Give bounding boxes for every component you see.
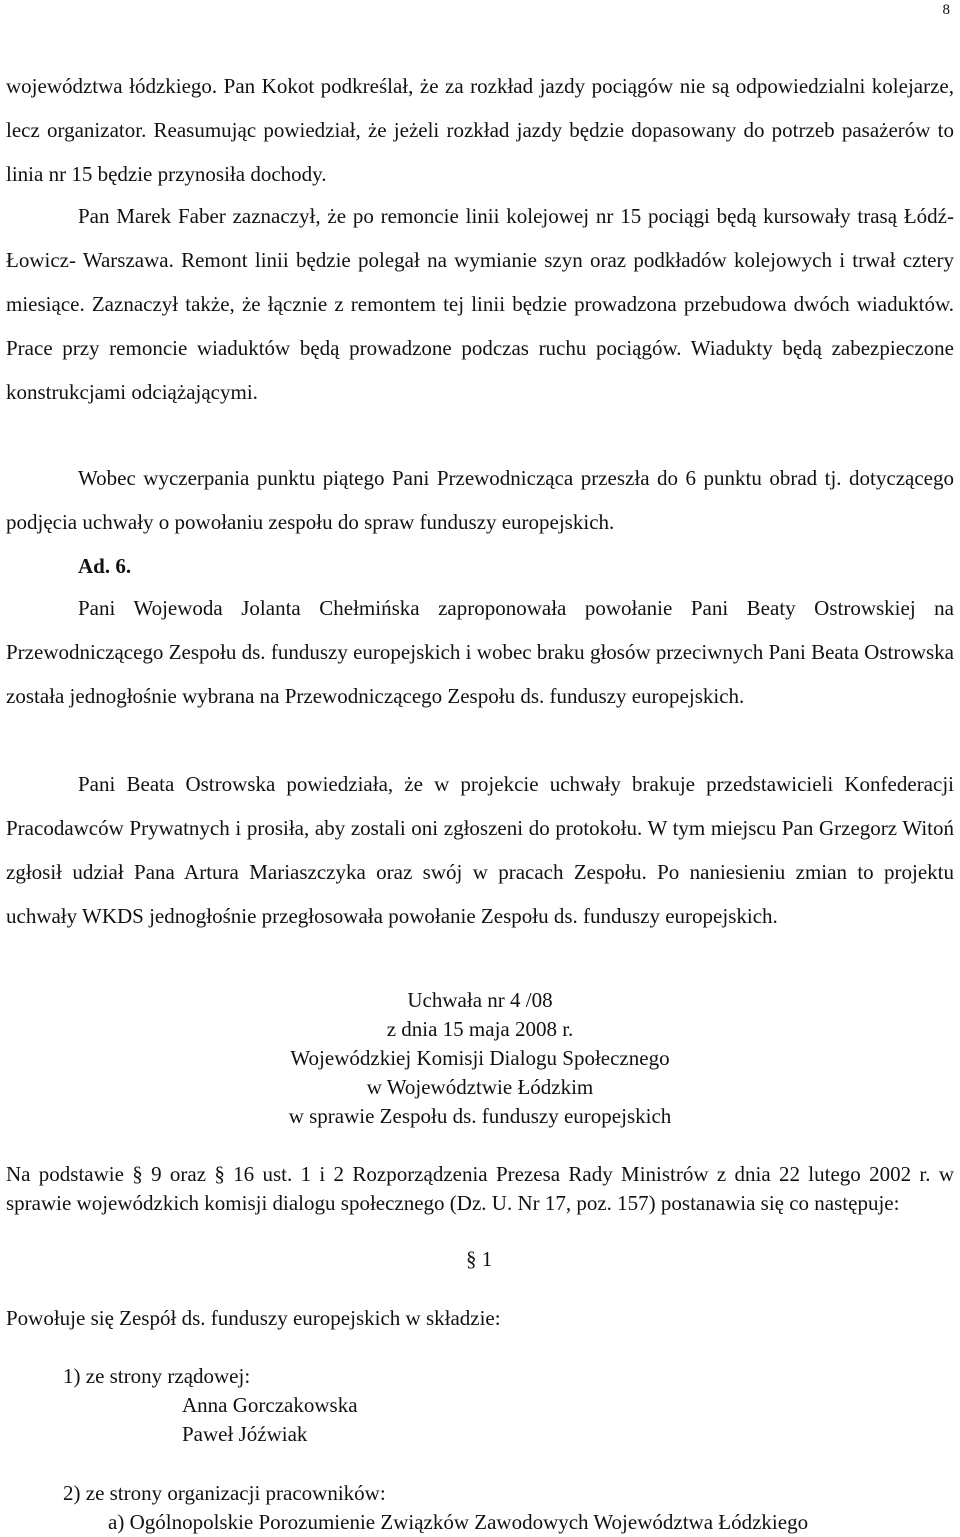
page-number: 8 xyxy=(942,2,950,18)
workers-side-label: 2) ze strony organizacji pracowników: xyxy=(63,1481,386,1505)
paragraph-chair-election xyxy=(6,586,954,718)
legal-basis: Na podstawie § 9 oraz § 16 ust. 1 i 2 Rozporządzenia Prezesa Rady Ministrów z dnia 22 lutego 2002 r. w sprawie wojewódzkich komisji dialogu społecznego (Dz. U. Nr 17, poz. 157) postanawia się co następuje: xyxy=(6,1162,954,1215)
agenda-heading-ad6: Ad. 6. xyxy=(78,554,132,578)
resolution-date: z dnia 15 maja 2008 r. xyxy=(386,1017,574,1041)
paragraph-text: Pani Wojewoda Jolanta Chełmińska zaproponowała powołanie Pani Beaty Ostrowskiej na Przewodniczącego Zespołu ds. funduszy europejskich i wobec braku głosów przeciwnych Pani Beata Ostrowska została jednogłośnie wybrana na Przewodniczącego Zespołu ds. funduszy europejskich. xyxy=(6,596,954,708)
resolution-subject: w sprawie Zespołu ds. funduszy europejskich xyxy=(288,1104,672,1128)
paragraph-text: województwa łódzkiego. Pan Kokot podkreślał, że za rozkład jazdy pociągów nie są odpowiedzialni kolejarze, lecz organizator. Reasumując powiedział, że jeżeli rozkład jazdy będzie dopasowany do potrzeb pasażerów to linia nr 15 będzie przynosiła dochody. xyxy=(6,74,954,186)
resolution-header xyxy=(0,986,960,1131)
resolution-region: w Województwie Łódzkim xyxy=(366,1075,594,1099)
resolution-number: Uchwała nr 4 /08 xyxy=(407,988,553,1012)
paragraph-text: Wobec wyczerpania punktu piątego Pani Przewodnicząca przeszła do 6 punktu obrad tj. dotyczącego podjęcia uchwały o powołaniu zespołu do spraw funduszy europejskich. xyxy=(6,466,954,534)
paragraph-text: Pani Beata Ostrowska powiedziała, że w projekcie uchwały brakuje przedstawicieli Konfederacji Pracodawców Prywatnych i prosiła, aby zostali oni zgłoszeni do protokołu. W tym miejscu Pan Grzegorz Witoń zgłosił udział Pana Artura Mariaszczyka oraz swój w pracach Zespołu. Po naniesieniu zmian to projektu uchwały WKDS jednogłośnie przegłosowała powołanie Zespołu ds. funduszy europejskich. xyxy=(6,772,954,928)
paragraph-railway-renovation xyxy=(6,194,954,414)
resolution-issuer: Wojewódzkiej Komisji Dialogu Społecznego xyxy=(290,1046,670,1070)
member-name: Paweł Jóźwiak xyxy=(182,1422,308,1446)
paragraph-employers-representation xyxy=(6,762,954,938)
section-mark: § 1 xyxy=(466,1247,493,1271)
government-side-label: 1) ze strony rządowej: xyxy=(63,1364,251,1388)
workers-organization-a: a) Ogólnopolskie Porozumienie Związków Zawodowych Województwa Łódzkiego xyxy=(108,1510,809,1534)
member-name: Anna Gorczakowska xyxy=(182,1393,358,1417)
paragraph-text: Pan Marek Faber zaznaczył, że po remoncie linii kolejowej nr 15 pociągi będą kursowały trasą Łódź- Łowicz- Warszawa. Remont linii będzie polegał na wymianie szyn oraz podkładów kolejowych i trwał cztery miesiące. Zaznaczył także, że łącznie z remontem tej linii będzie prowadzona przebudowa dwóch wiaduktów. Prace przy remoncie wiaduktów będą prowadzone podczas ruchu pociągów. Wiadukty będą zabezpieczone konstrukcjami odciążającymi. xyxy=(6,204,954,404)
paragraph-railway-schedule xyxy=(6,64,954,196)
composition-intro: Powołuje się Zespół ds. funduszy europejskich w składzie: xyxy=(6,1306,501,1330)
paragraph-agenda-point xyxy=(6,456,954,544)
